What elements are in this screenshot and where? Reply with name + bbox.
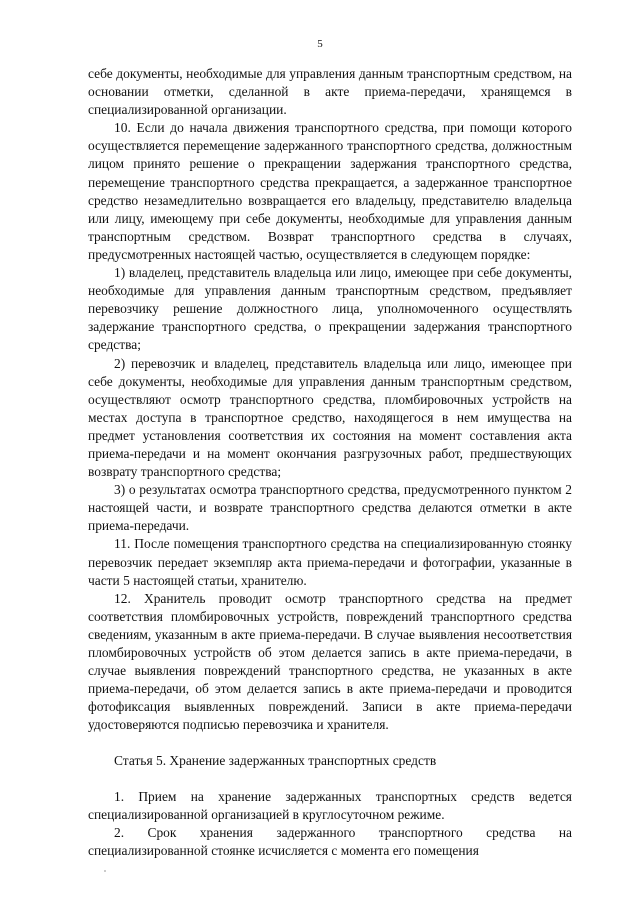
paragraph-12: 12. Хранитель проводит осмотр транспортного средства на предмет соответствия пломбировочных устройств, повреждений транспортного средства сведениям, указанным в акте приема-передачи. В случае выявления несоответствия пломбировочных устройств об этом делается запись в акте приема-передачи, в случае выявления повреждений транспортного средства, не указанных в акте приема-передачи, об этом делается запись в акте приема-передачи и проводится фотофиксация выявленных повреждений. Записи в акте приема-передачи удостоверяются подписью перевозчика и хранителя. (88, 590, 572, 733)
page-number: 5 (317, 38, 323, 50)
article-5-paragraph-2: 2. Срок хранения задержанного транспортного средства на специализированной стоянке исчисляется с момента его помещения (88, 824, 572, 858)
paragraph-10-item-2: 2) перевозчик и владелец, представитель владельца или лицо, имеющее при себе документы, необходимые для управления данным транспортным средством, осуществляют осмотр транспортного средства, пломбировочных устройств на местах доступа в транспортное средство, находящегося в нем имущества на предмет установления соответствия их состояния на момент составления акта приема-передачи и на момент окончания разгрузочных работ, предшествующих возврату транспортного средства; (88, 355, 572, 480)
paragraph-10: 10. Если до начала движения транспортного средства, при помощи которого осуществляется перемещение задержанного транспортного средства, должностным лицом принято решение о прекращении задержания транспортного средства, перемещение транспортного средства прекращается, а задержанное транспортное средство незамедлительно возвращается его владельцу, представителю владельца или лицу, имеющему при себе документы, необходимые для управления данным транспортным средством. Возврат транспортного средства в случаях, предусмотренных настоящей частью, осуществляется в следующем порядке: (88, 120, 572, 262)
scan-speck (104, 870, 106, 872)
paragraph-continuation: себе документы, необходимые для управления данным транспортным средством, на основании отметки, сделанной в акте приема-передачи, хранящемся в специализированной организации. (88, 66, 572, 118)
article-5-paragraph-1: 1. Прием на хранение задержанных транспортных средств ведется специализированной организацией в круглосуточном режиме. (88, 788, 572, 822)
document-body (88, 65, 572, 860)
paragraph-10-item-3: 3) о результатах осмотра транспортного средства, предусмотренного пунктом 2 настоящей части, и возврате транспортного средства делаются отметки в акте приема-передачи. (88, 482, 572, 534)
article-heading: Статья 5. Хранение задержанных транспортных средств (114, 753, 437, 769)
paragraph-11: 11. После помещения транспортного средства на специализированную стоянку перевозчик передает экземпляр акта приема-передачи и фотографии, указанные в части 5 настоящей статьи, хранителю. (88, 536, 572, 588)
paragraph-10-item-1: 1) владелец, представитель владельца или лицо, имеющее при себе документы, необходимые для управления данным транспортным средством, предъявляет перевозчику решение должностного лица, уполномоченного осуществлять задержание транспортного средства, о прекращении задержания транспортного средства; (88, 265, 572, 353)
